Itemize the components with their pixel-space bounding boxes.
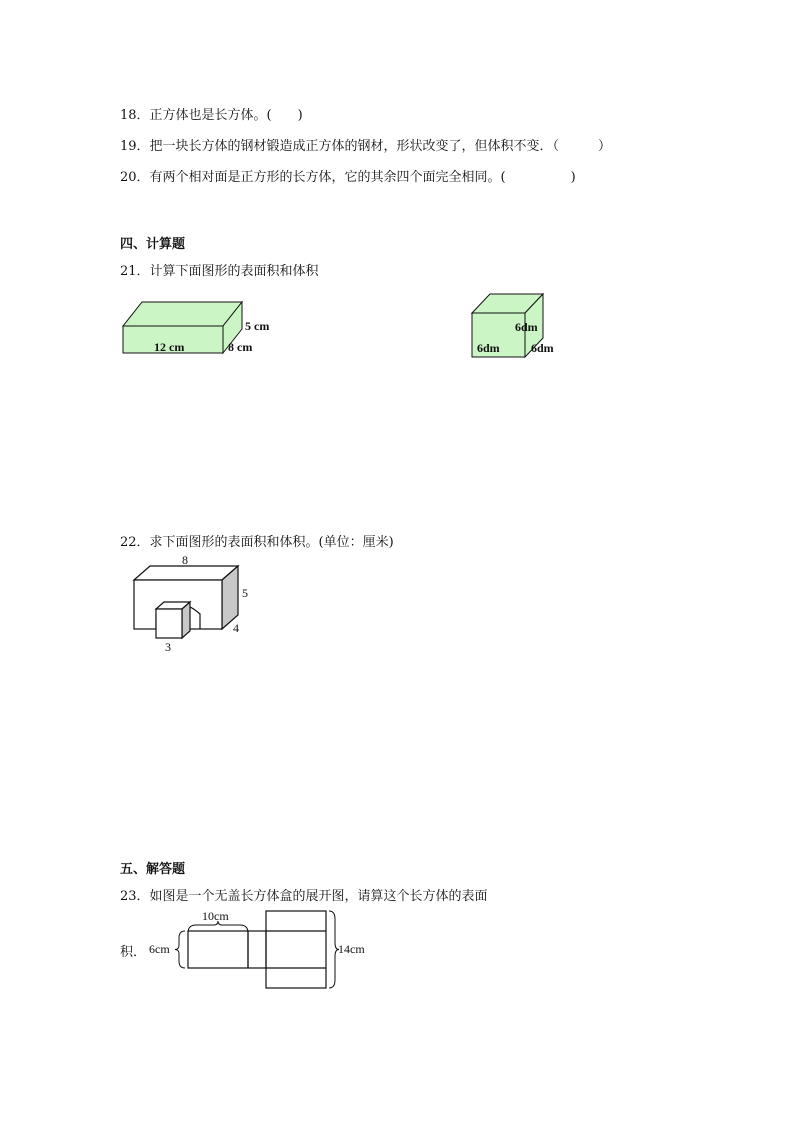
composite-length-label: 8 [182,553,188,567]
cuboid-width-label: 8 cm [228,340,253,354]
net-height-label: 6cm [149,942,170,956]
question-22: 22．求下面图形的表面积和体积。(单位：厘米) [120,535,394,550]
section-heading-solve: 五、解答题 [120,862,186,877]
cube-top-label: 6dm [515,320,538,334]
section-heading-calculation: 四、计算题 [120,237,186,252]
cube-figure [468,290,568,362]
cuboid-length-label: 12 cm [154,340,185,354]
composite-height-label: 5 [242,586,248,600]
question-23: 23．如图是一个无盖长方体盒的展开图，请算这个长方体的表面 [120,889,488,904]
box-net-figure [146,905,376,995]
cube-front-label: 6dm [477,341,500,355]
net-width-label: 10cm [202,909,229,923]
small-cube-label: 3 [165,640,171,654]
cube-side-label: 6dm [531,341,554,355]
question-18: 18．正方体也是长方体。( ) [120,108,303,123]
question-23-continuation: 积． [120,945,147,960]
composite-depth-label: 4 [233,621,239,635]
cuboid-height-label: 5 cm [245,319,270,333]
question-20: 20．有两个相对面是正方形的长方体，它的其余四个面完全相同。( ) [120,170,576,185]
question-21: 21．计算下面图形的表面积和体积 [120,264,319,279]
cuboid-figure [118,295,288,365]
net-total-label: 14cm [338,942,365,956]
composite-solid-figure [128,552,258,658]
question-19: 19．把一块长方体的钢材锻造成正方体的钢材，形状改变了，但体积不变．（ ） [120,139,612,154]
